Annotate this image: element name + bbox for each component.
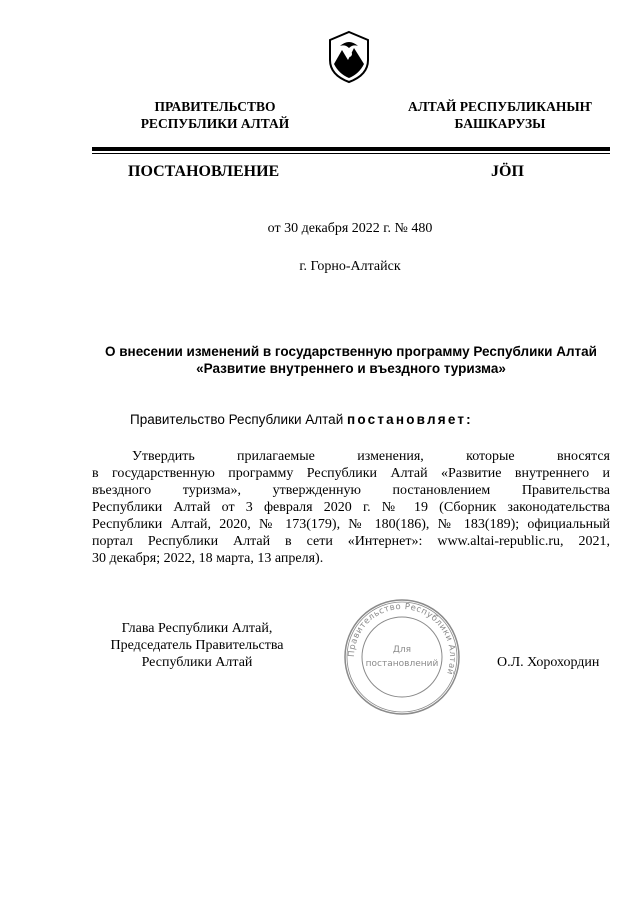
doc-type-alt: JӦП — [491, 163, 524, 180]
document-title — [92, 343, 610, 377]
stamp-center-line1: Для — [392, 645, 412, 655]
header-divider-thin — [92, 153, 610, 154]
signatory-line2: Председатель Правительства — [110, 638, 284, 653]
city-line: г. Горно-Алтайск — [299, 259, 401, 274]
body-paragraph — [92, 448, 610, 567]
body-line: Республики Алтай, 2020, № 173(179), № 180(186), № 183(189); официальный — [92, 517, 610, 532]
header-right-line2: БАШКАРУЗЫ — [454, 116, 546, 131]
date-line: от 30 декабря 2022 г. № 480 — [267, 221, 433, 236]
title-line2: «Развитие внутреннего и въездного туризма» — [196, 361, 506, 376]
intro-line — [130, 412, 473, 427]
header-right — [385, 98, 615, 132]
signatory-title — [92, 620, 302, 671]
header-divider-thick — [92, 147, 610, 151]
intro-subject: Правительство Республики Алтай — [130, 412, 344, 427]
title-line1: О внесении изменений в государственную программу Республики Алтай — [105, 344, 597, 359]
body-line: портал Республики Алтай в сети «Интернет»: www.altai-republic.ru, 2021, — [92, 534, 610, 549]
signatory-line1: Глава Республики Алтай, — [121, 621, 273, 636]
stamp-center-line2: постановлений — [365, 659, 439, 669]
body-line: въездного туризма», утвержденную постановлением Правительства — [92, 483, 610, 498]
body-line: Республики Алтай от 3 февраля 2020 г. № 19 (Сборник законодательства — [92, 500, 610, 515]
official-stamp — [342, 597, 462, 717]
header-left-line2: РЕСПУБЛИКИ АЛТАЙ — [140, 116, 290, 131]
body-line: в государственную программу Республики Алтай «Развитие внутреннего и — [92, 466, 610, 481]
stamp-ring-text: Правительство Республики Алтай — [346, 601, 458, 677]
signatory-name: О.Л. Хорохордин — [497, 655, 600, 670]
body-line: 30 декабря; 2022, 18 марта, 13 апреля). — [92, 551, 324, 566]
intro-verb: постановляет: — [347, 412, 473, 427]
body-line: Утвердить прилагаемые изменения, которые вносятся — [132, 449, 610, 464]
header-right-line1: АЛТАЙ РЕСПУБЛИКАНЫҤ — [407, 99, 593, 114]
doc-type-ru: ПОСТАНОВЛЕНИЕ — [128, 163, 280, 180]
header-left-line1: ПРАВИТЕЛЬСТВО — [154, 99, 276, 114]
signatory-line3: Республики Алтай — [141, 655, 253, 670]
coat-of-arms-icon — [326, 30, 372, 84]
header-left — [105, 98, 325, 132]
